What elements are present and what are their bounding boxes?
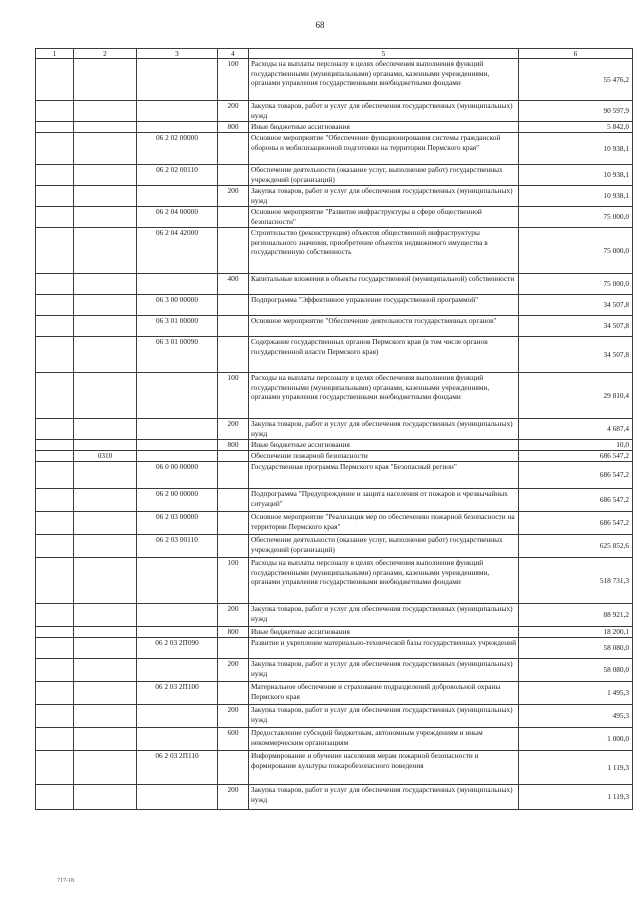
cell-description: Обеспечение деятельности (оказание услуг, выполнение работ) государственных учреждений (организаций) bbox=[249, 165, 519, 186]
cell-target-article: 06 2 03 2П090 bbox=[137, 638, 218, 659]
cell-section-code: 0310 bbox=[74, 451, 137, 462]
table-row bbox=[36, 59, 633, 101]
cell-target-article bbox=[137, 122, 218, 133]
cell-target-article bbox=[137, 705, 218, 728]
cell-amount: 625 852,6 bbox=[519, 535, 633, 558]
cell-description: Закупка товаров, работ и услуг для обеспечения государственных (муниципальных) нужд bbox=[249, 101, 519, 122]
cell-section-code bbox=[74, 165, 137, 186]
header-cell-1: 1 bbox=[36, 49, 74, 59]
page-number: 68 bbox=[315, 20, 325, 30]
cell-col1 bbox=[36, 274, 74, 295]
cell-target-article: 06 2 03 2П110 bbox=[137, 751, 218, 785]
cell-amount: 1 119,3 bbox=[519, 785, 633, 810]
cell-col1 bbox=[36, 489, 74, 512]
table-row bbox=[36, 165, 633, 186]
cell-section-code bbox=[74, 728, 137, 751]
cell-amount: 75 000,0 bbox=[519, 274, 633, 295]
cell-amount: 4 687,4 bbox=[519, 419, 633, 440]
cell-section-code bbox=[74, 207, 137, 228]
cell-section-code bbox=[74, 638, 137, 659]
table-row bbox=[36, 638, 633, 659]
cell-description: Подпрограмма "Предупреждение и защита населения от пожаров и чрезвычайных ситуаций" bbox=[249, 489, 519, 512]
cell-col1 bbox=[36, 337, 74, 373]
cell-col1 bbox=[36, 207, 74, 228]
cell-col1 bbox=[36, 462, 74, 489]
header-cell-6: 6 bbox=[519, 49, 633, 59]
cell-description: Подпрограмма "Эффективное управление государственной программой" bbox=[249, 295, 519, 316]
cell-amount: 18 200,1 bbox=[519, 627, 633, 638]
cell-description: Закупка товаров, работ и услуг для обеспечения государственных (муниципальных) нужд bbox=[249, 186, 519, 207]
cell-section-code bbox=[74, 133, 137, 165]
cell-description: Иные бюджетные ассигнования bbox=[249, 627, 519, 638]
cell-amount: 10 938,1 bbox=[519, 133, 633, 165]
cell-description: Расходы на выплаты персоналу в целях обеспечения выполнения функций государственными (муниципальными) органами, казенными учреждениями, органами управления государственными внебюджетными фондами bbox=[249, 558, 519, 604]
header-cell-2: 2 bbox=[74, 49, 137, 59]
cell-target-article bbox=[137, 785, 218, 810]
table-row bbox=[36, 101, 633, 122]
cell-col1 bbox=[36, 659, 74, 682]
cell-amount: 34 507,8 bbox=[519, 316, 633, 337]
cell-description: Предоставление субсидий бюджетным, автономным учреждениям и иным некоммерческим организациям bbox=[249, 728, 519, 751]
cell-col1 bbox=[36, 512, 74, 535]
cell-expense-type bbox=[218, 337, 249, 373]
cell-col1 bbox=[36, 627, 74, 638]
cell-col1 bbox=[36, 451, 74, 462]
cell-amount: 58 080,0 bbox=[519, 659, 633, 682]
cell-target-article bbox=[137, 558, 218, 604]
cell-description: Развитие и укрепление материально-технической базы государственных учреждений bbox=[249, 638, 519, 659]
cell-expense-type bbox=[218, 638, 249, 659]
cell-amount: 75 000,0 bbox=[519, 207, 633, 228]
cell-target-article: 06 3 00 00000 bbox=[137, 295, 218, 316]
cell-expense-type bbox=[218, 228, 249, 274]
cell-description: Государственная программа Пермского края "Безопасный регион" bbox=[249, 462, 519, 489]
cell-target-article bbox=[137, 59, 218, 101]
cell-expense-type bbox=[218, 462, 249, 489]
cell-expense-type: 200 bbox=[218, 186, 249, 207]
cell-description: Капитальные вложения в объекты государственной (муниципальной) собственности bbox=[249, 274, 519, 295]
cell-expense-type bbox=[218, 512, 249, 535]
cell-expense-type bbox=[218, 207, 249, 228]
table-row bbox=[36, 659, 633, 682]
table-row bbox=[36, 705, 633, 728]
table-row bbox=[36, 274, 633, 295]
cell-target-article: 06 2 03 2П100 bbox=[137, 682, 218, 705]
cell-description: Закупка товаров, работ и услуг для обеспечения государственных (муниципальных) нужд bbox=[249, 659, 519, 682]
cell-expense-type: 200 bbox=[218, 705, 249, 728]
cell-col1 bbox=[36, 59, 74, 101]
cell-expense-type: 200 bbox=[218, 419, 249, 440]
cell-section-code bbox=[74, 558, 137, 604]
cell-target-article bbox=[137, 274, 218, 295]
cell-target-article: 06 3 01 00000 bbox=[137, 316, 218, 337]
cell-section-code bbox=[74, 705, 137, 728]
cell-section-code bbox=[74, 59, 137, 101]
cell-target-article bbox=[137, 659, 218, 682]
cell-section-code bbox=[74, 751, 137, 785]
cell-expense-type: 200 bbox=[218, 659, 249, 682]
cell-amount: 686 547,2 bbox=[519, 512, 633, 535]
cell-col1 bbox=[36, 122, 74, 133]
cell-expense-type: 800 bbox=[218, 122, 249, 133]
cell-col1 bbox=[36, 558, 74, 604]
table-row bbox=[36, 535, 633, 558]
cell-expense-type: 200 bbox=[218, 101, 249, 122]
cell-col1 bbox=[36, 705, 74, 728]
table-row bbox=[36, 512, 633, 535]
cell-description: Основное мероприятие "Обеспечение функционирования системы гражданской обороны и мобилизационной подготовки на территории Пермского края" bbox=[249, 133, 519, 165]
cell-amount: 90 597,9 bbox=[519, 101, 633, 122]
cell-section-code bbox=[74, 604, 137, 627]
cell-section-code bbox=[74, 440, 137, 451]
table-row bbox=[36, 682, 633, 705]
cell-expense-type: 800 bbox=[218, 440, 249, 451]
cell-amount: 58 080,0 bbox=[519, 638, 633, 659]
cell-col1 bbox=[36, 133, 74, 165]
cell-description: Основное мероприятие "Реализация мер по обеспечению пожарной безопасности на территории Пермского края" bbox=[249, 512, 519, 535]
cell-amount: 1 119,3 bbox=[519, 751, 633, 785]
header-cell-3: 3 bbox=[137, 49, 218, 59]
cell-target-article: 06 2 02 00000 bbox=[137, 133, 218, 165]
cell-target-article bbox=[137, 186, 218, 207]
cell-expense-type: 400 bbox=[218, 274, 249, 295]
cell-description: Расходы на выплаты персоналу в целях обеспечения выполнения функций государственными (муниципальными) органами, казенными учреждениями, органами управления государственными внебюджетными фондами bbox=[249, 59, 519, 101]
cell-expense-type: 200 bbox=[218, 604, 249, 627]
footer-document-code: 717-18 bbox=[57, 878, 74, 884]
cell-amount: 5 842,0 bbox=[519, 122, 633, 133]
cell-col1 bbox=[36, 316, 74, 337]
cell-section-code bbox=[74, 274, 137, 295]
cell-amount: 88 921,2 bbox=[519, 604, 633, 627]
cell-amount: 10,0 bbox=[519, 440, 633, 451]
cell-target-article: 06 0 00 00000 bbox=[137, 462, 218, 489]
cell-amount: 1 000,0 bbox=[519, 728, 633, 751]
cell-amount: 29 810,4 bbox=[519, 373, 633, 419]
cell-expense-type: 800 bbox=[218, 627, 249, 638]
cell-col1 bbox=[36, 751, 74, 785]
table-row bbox=[36, 451, 633, 462]
cell-expense-type bbox=[218, 489, 249, 512]
table-row bbox=[36, 604, 633, 627]
table-row bbox=[36, 373, 633, 419]
cell-description: Иные бюджетные ассигнования bbox=[249, 122, 519, 133]
cell-description: Основное мероприятие "Развитие инфраструктуры в сфере общественной безопасности" bbox=[249, 207, 519, 228]
cell-target-article: 06 2 04 00000 bbox=[137, 207, 218, 228]
table-row bbox=[36, 419, 633, 440]
table-row bbox=[36, 751, 633, 785]
cell-target-article: 06 2 03 00110 bbox=[137, 535, 218, 558]
cell-target-article bbox=[137, 627, 218, 638]
cell-section-code bbox=[74, 489, 137, 512]
cell-target-article: 06 2 02 00110 bbox=[137, 165, 218, 186]
cell-amount: 495,3 bbox=[519, 705, 633, 728]
cell-description: Строительство (реконструкция) объектов общественной инфраструктуры регионального значения, приобретение объектов недвижимого имущества в государственную собственность bbox=[249, 228, 519, 274]
cell-section-code bbox=[74, 659, 137, 682]
cell-amount: 75 000,0 bbox=[519, 228, 633, 274]
table-row bbox=[36, 122, 633, 133]
cell-description: Материальное обеспечение и страхование подразделений добровольной охраны Пермского края bbox=[249, 682, 519, 705]
table-row bbox=[36, 785, 633, 810]
cell-section-code bbox=[74, 682, 137, 705]
cell-description: Содержание государственных органов Пермского края (в том числе органов государственной власти Пермского края) bbox=[249, 337, 519, 373]
cell-amount: 686 547,2 bbox=[519, 451, 633, 462]
cell-amount: 518 731,3 bbox=[519, 558, 633, 604]
table-row bbox=[36, 228, 633, 274]
cell-col1 bbox=[36, 638, 74, 659]
cell-section-code bbox=[74, 373, 137, 419]
cell-col1 bbox=[36, 165, 74, 186]
cell-target-article: 06 2 00 00000 bbox=[137, 489, 218, 512]
cell-expense-type bbox=[218, 451, 249, 462]
cell-description: Основное мероприятие "Обеспечение деятельности государственных органов" bbox=[249, 316, 519, 337]
cell-expense-type bbox=[218, 295, 249, 316]
cell-target-article bbox=[137, 101, 218, 122]
cell-section-code bbox=[74, 512, 137, 535]
cell-expense-type bbox=[218, 682, 249, 705]
cell-col1 bbox=[36, 604, 74, 627]
cell-expense-type bbox=[218, 316, 249, 337]
table-header-row bbox=[36, 49, 633, 59]
cell-col1 bbox=[36, 682, 74, 705]
table-row bbox=[36, 207, 633, 228]
cell-amount: 10 938,1 bbox=[519, 165, 633, 186]
cell-col1 bbox=[36, 101, 74, 122]
cell-col1 bbox=[36, 535, 74, 558]
cell-section-code bbox=[74, 627, 137, 638]
cell-description: Расходы на выплаты персоналу в целях обеспечения выполнения функций государственными (муниципальными) органами, казенными учреждениями, органами управления государственными внебюджетными фондами bbox=[249, 373, 519, 419]
table-row bbox=[36, 316, 633, 337]
cell-amount: 686 547,2 bbox=[519, 489, 633, 512]
budget-table bbox=[35, 48, 633, 810]
cell-target-article bbox=[137, 604, 218, 627]
cell-target-article: 06 2 04 42000 bbox=[137, 228, 218, 274]
table-row bbox=[36, 186, 633, 207]
cell-section-code bbox=[74, 295, 137, 316]
cell-section-code bbox=[74, 101, 137, 122]
cell-col1 bbox=[36, 785, 74, 810]
cell-section-code bbox=[74, 785, 137, 810]
cell-target-article bbox=[137, 728, 218, 751]
cell-section-code bbox=[74, 122, 137, 133]
cell-expense-type: 200 bbox=[218, 785, 249, 810]
cell-expense-type: 100 bbox=[218, 373, 249, 419]
cell-amount: 34 507,8 bbox=[519, 337, 633, 373]
cell-amount: 686 547,2 bbox=[519, 462, 633, 489]
cell-section-code bbox=[74, 186, 137, 207]
cell-description: Информирование и обучение населения мерам пожарной безопасности и формирование культуры пожаробезопасного поведения bbox=[249, 751, 519, 785]
cell-description: Обеспечение пожарной безопасности bbox=[249, 451, 519, 462]
cell-col1 bbox=[36, 728, 74, 751]
cell-col1 bbox=[36, 295, 74, 316]
cell-expense-type bbox=[218, 535, 249, 558]
cell-amount: 34 507,8 bbox=[519, 295, 633, 316]
cell-expense-type bbox=[218, 751, 249, 785]
table-row bbox=[36, 440, 633, 451]
cell-description: Закупка товаров, работ и услуг для обеспечения государственных (муниципальных) нужд bbox=[249, 785, 519, 810]
cell-section-code bbox=[74, 462, 137, 489]
cell-section-code bbox=[74, 228, 137, 274]
table-row bbox=[36, 133, 633, 165]
cell-description: Обеспечение деятельности (оказание услуг, выполнение работ) государственных учреждений (организаций) bbox=[249, 535, 519, 558]
cell-target-article bbox=[137, 373, 218, 419]
cell-section-code bbox=[74, 337, 137, 373]
table-row bbox=[36, 489, 633, 512]
table-row bbox=[36, 462, 633, 489]
cell-expense-type: 600 bbox=[218, 728, 249, 751]
cell-target-article bbox=[137, 440, 218, 451]
cell-description: Иные бюджетные ассигнования bbox=[249, 440, 519, 451]
table-row bbox=[36, 295, 633, 316]
cell-description: Закупка товаров, работ и услуг для обеспечения государственных (муниципальных) нужд bbox=[249, 419, 519, 440]
cell-target-article: 06 3 01 00090 bbox=[137, 337, 218, 373]
cell-expense-type: 100 bbox=[218, 59, 249, 101]
cell-expense-type bbox=[218, 165, 249, 186]
cell-target-article bbox=[137, 451, 218, 462]
header-cell-4: 4 bbox=[218, 49, 249, 59]
cell-section-code bbox=[74, 535, 137, 558]
cell-col1 bbox=[36, 186, 74, 207]
cell-amount: 1 495,3 bbox=[519, 682, 633, 705]
table-row bbox=[36, 558, 633, 604]
header-cell-5: 5 bbox=[249, 49, 519, 59]
cell-amount: 10 938,1 bbox=[519, 186, 633, 207]
cell-amount: 55 476,2 bbox=[519, 59, 633, 101]
cell-col1 bbox=[36, 440, 74, 451]
cell-expense-type bbox=[218, 133, 249, 165]
cell-section-code bbox=[74, 316, 137, 337]
cell-col1 bbox=[36, 373, 74, 419]
table-row bbox=[36, 337, 633, 373]
cell-target-article: 06 2 03 00000 bbox=[137, 512, 218, 535]
cell-description: Закупка товаров, работ и услуг для обеспечения государственных (муниципальных) нужд bbox=[249, 705, 519, 728]
cell-target-article bbox=[137, 419, 218, 440]
cell-description: Закупка товаров, работ и услуг для обеспечения государственных (муниципальных) нужд bbox=[249, 604, 519, 627]
cell-col1 bbox=[36, 228, 74, 274]
table-row bbox=[36, 627, 633, 638]
cell-col1 bbox=[36, 419, 74, 440]
table-row bbox=[36, 728, 633, 751]
cell-expense-type: 100 bbox=[218, 558, 249, 604]
cell-section-code bbox=[74, 419, 137, 440]
